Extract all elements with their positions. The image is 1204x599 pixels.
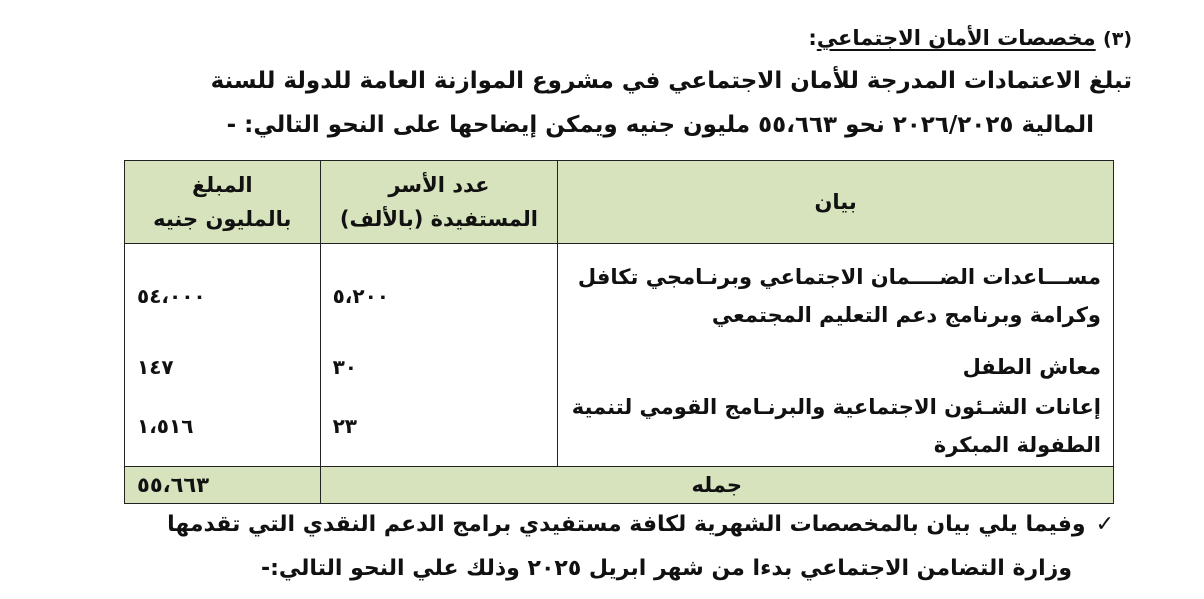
row-description: معاش الطفل (558, 348, 1114, 386)
table-total-row (125, 467, 1114, 504)
header-description: بيان (558, 161, 1114, 244)
row-families: ٥،٢٠٠ (320, 244, 558, 349)
row-description-line-2: الطفولة المبكرة (933, 433, 1101, 457)
header-families (320, 161, 558, 244)
note-line-1 (167, 512, 1114, 537)
header-amount (125, 161, 321, 244)
table-row (125, 386, 1114, 467)
intro-line-2: المالية ٢٠٢٦/٢٠٢٥ نحو ٥٥،٦٦٣ مليون جنيه ويمكن إيضاحها على النحو التالي: - (226, 112, 1094, 138)
social-security-table (124, 160, 1114, 504)
table-row (125, 244, 1114, 349)
row-description-line-2: وكرامة وبرنامج دعم التعليم المجتمعي (711, 303, 1101, 327)
row-description-line-1: إعانات الشـئون الاجتماعية والبرنـامج القومي لتنمية (571, 395, 1101, 419)
total-label: جمله (320, 467, 1113, 504)
checkmark-icon: ✓ (1095, 512, 1114, 537)
row-families: ٣٠ (320, 348, 558, 386)
table-header-row (125, 161, 1114, 244)
row-families: ٢٣ (320, 386, 558, 467)
header-amount-line-2: بالمليون جنيه (153, 207, 292, 231)
total-amount: ٥٥،٦٦٣ (125, 467, 321, 504)
intro-line-1: تبلغ الاعتمادات المدرجة للأمان الاجتماعي في مشروع الموازنة العامة للدولة للسنة (210, 68, 1132, 94)
section-number: (٣) (1103, 28, 1132, 50)
row-description (558, 386, 1114, 467)
row-description-line-1: مســـاعدات الضــــمان الاجتماعي وبرنـامجي تكافل (577, 265, 1101, 289)
note-line-2: وزارة التضامن الاجتماعي بدءا من شهر ابريل ٢٠٢٥ وذلك علي النحو التالي:- (260, 556, 1072, 581)
section-title: مخصصات الأمان الاجتماعي (816, 26, 1096, 50)
row-description (558, 244, 1114, 349)
header-amount-line-1: المبلغ (191, 173, 253, 197)
row-amount: ١،٥١٦ (125, 386, 321, 467)
note-text-1: وفيما يلي بيان بالمخصصات الشهرية لكافة مستفيدي برامج الدعم النقدي التي تقدمها (167, 512, 1086, 537)
header-families-line-1: عدد الأسر (388, 173, 490, 197)
table-row (125, 348, 1114, 386)
header-families-line-2: المستفيدة (بالألف) (339, 207, 538, 231)
row-amount: ٥٤،٠٠٠ (125, 244, 321, 349)
section-colon: : (808, 26, 817, 50)
section-heading (808, 26, 1132, 50)
row-amount: ١٤٧ (125, 348, 321, 386)
